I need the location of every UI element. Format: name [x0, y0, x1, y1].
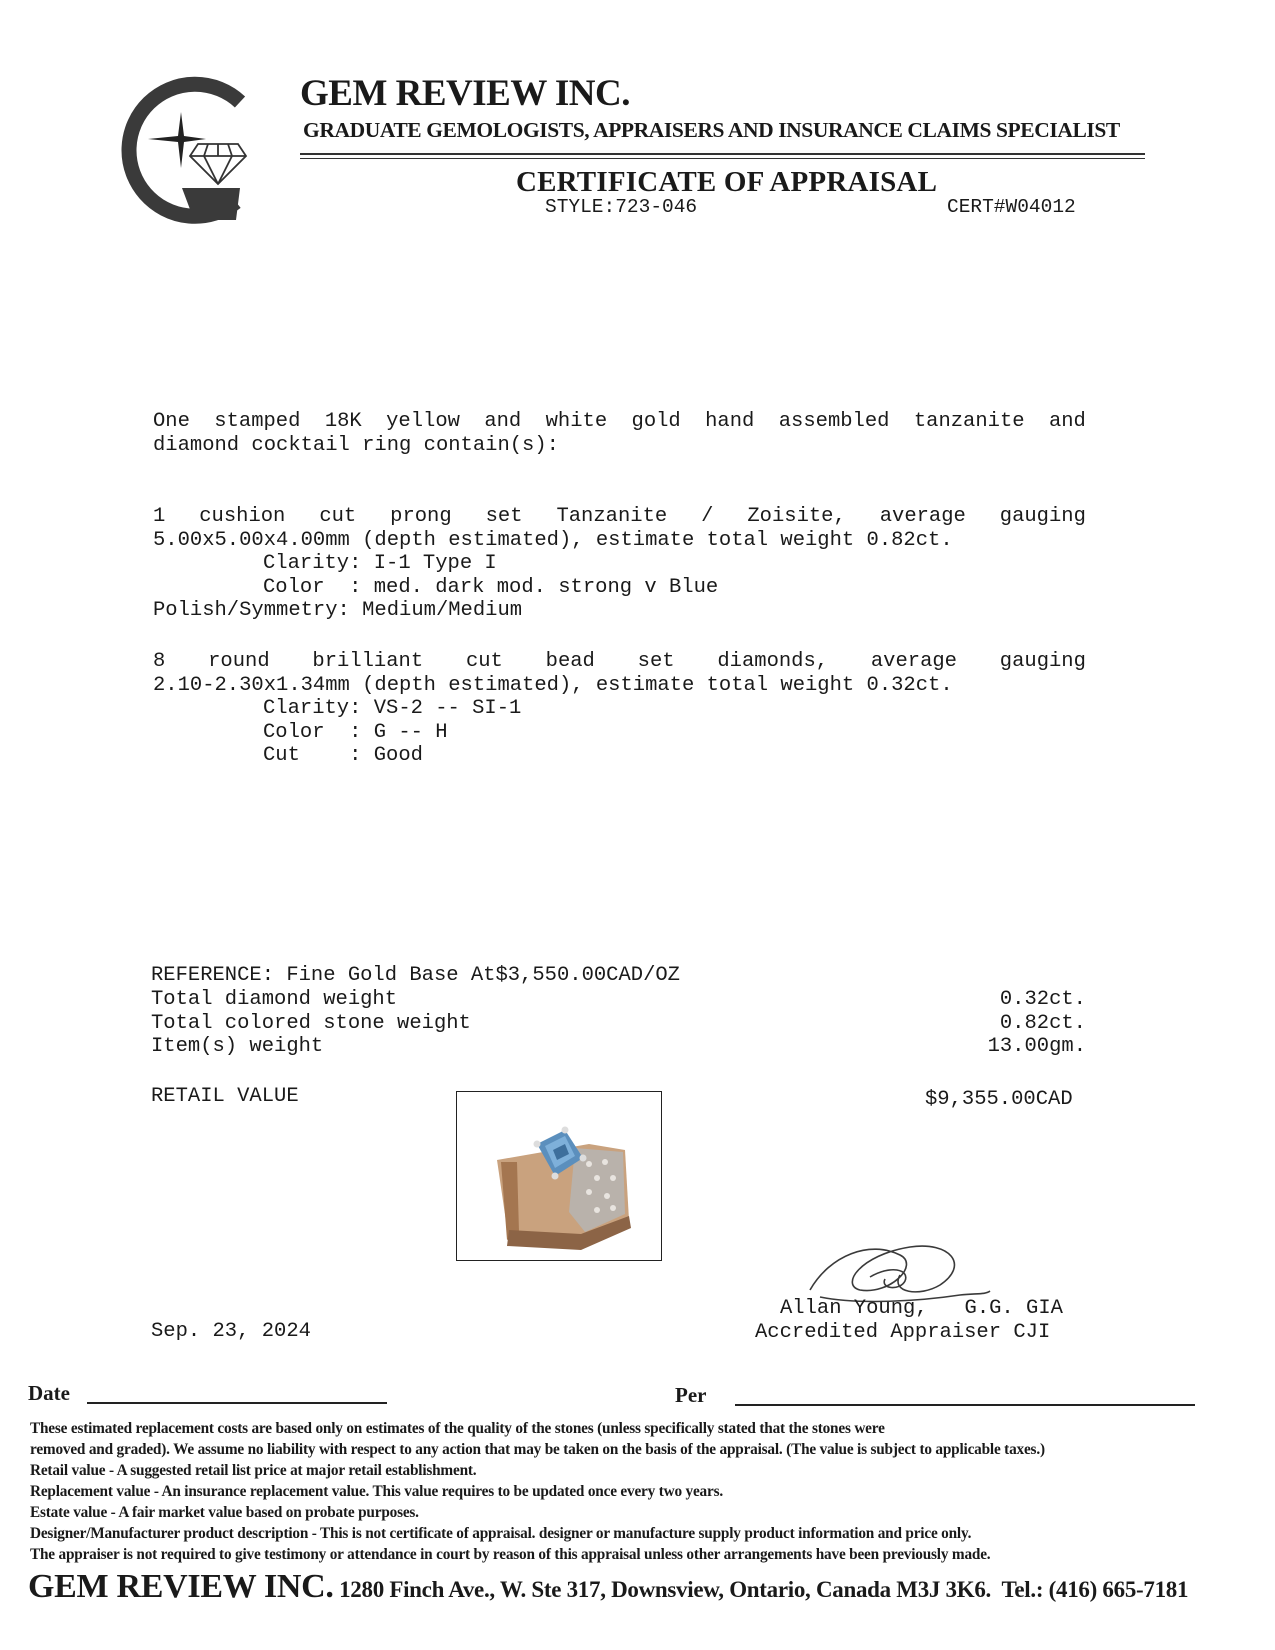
diamond-details — [153, 650, 1086, 768]
word: prong — [390, 505, 452, 528]
ring-photo — [456, 1091, 662, 1261]
footer-address-block — [28, 1568, 1188, 1606]
word: gauging — [999, 505, 1086, 528]
diamond-clarity: Clarity: VS-2 -- SI-1 — [263, 697, 522, 720]
disclaimer-line: Designer/Manufacturer product description - This is not certificate of appraisal. designer or manufacture supply product information and price only. — [30, 1525, 972, 1542]
summary-value: 0.32ct. — [999, 988, 1086, 1011]
summary-label: Total colored stone weight — [151, 1011, 471, 1035]
summary-row — [151, 1012, 1086, 1036]
appraiser-title: Accredited Appraiser CJI — [755, 1321, 1051, 1344]
word: brilliant — [312, 650, 424, 673]
word: set — [485, 505, 523, 528]
word: Zoisite, — [747, 505, 846, 528]
reference-line: REFERENCE: Fine Gold Base At$3,550.00CAD/OZ — [151, 964, 680, 987]
word: set — [637, 650, 675, 673]
word: 8 — [153, 650, 166, 673]
company-logo — [108, 70, 250, 225]
word: and — [1048, 410, 1086, 433]
word: cut — [465, 650, 503, 673]
summary-value: 0.82ct. — [999, 1011, 1086, 1035]
diamond-line-1 — [153, 650, 1086, 674]
tanzanite-dimensions: 5.00x5.00x4.00mm (depth estimated), estimate total weight 0.82ct. — [153, 528, 953, 552]
date-line — [87, 1402, 387, 1404]
appraiser-name: Allan Young, G.G. GIA — [780, 1297, 1063, 1320]
company-tagline: GRADUATE GEMOLOGISTS, APPRAISERS AND INSURANCE CLAIMS SPECIALIST — [303, 118, 1120, 142]
diamond-dimensions: 2.10-2.30x1.34mm (depth estimated), estimate total weight 0.32ct. — [153, 673, 953, 697]
tanzanite-polish: Polish/Symmetry: Medium/Medium — [153, 599, 523, 622]
word: yellow — [386, 410, 460, 433]
retail-value-label: RETAIL VALUE — [151, 1085, 299, 1108]
disclaimer — [30, 1418, 1045, 1565]
disclaimer-line: Retail value - A suggested retail list price at major retail establishment. — [30, 1462, 477, 1479]
word: Tanzanite — [556, 505, 668, 528]
disclaimer-line: removed and graded). We assume no liability with respect to any action that may be taken on the basis of the appraisal. (The value is subject to applicable taxes.) — [30, 1441, 1045, 1458]
word: One — [153, 410, 190, 433]
summary-label: Item(s) weight — [151, 1035, 324, 1058]
header-rule-thin — [300, 158, 1145, 159]
appraisal-date: Sep. 23, 2024 — [151, 1320, 311, 1343]
word: stamped — [214, 410, 301, 433]
company-name: GEM REVIEW INC. — [300, 73, 630, 114]
style-number: STYLE:723-046 — [545, 196, 698, 218]
diamond-color: Color : G -- H — [263, 720, 448, 744]
date-label: Date — [28, 1381, 70, 1405]
disclaimer-line: The appraiser is not required to give testimony or attendance in court by reason of this appraisal unless other arrangements have been previously made. — [30, 1546, 991, 1563]
word: gold — [631, 410, 681, 433]
word: 18K — [324, 410, 362, 433]
tanzanite-line-1 — [153, 505, 1086, 529]
tanzanite-clarity: Clarity: I-1 Type I — [263, 552, 497, 575]
summary-label: Total diamond weight — [151, 988, 398, 1011]
summary-value: 13.00gm. — [987, 1035, 1086, 1058]
word: white — [545, 410, 608, 433]
word: / — [701, 505, 714, 528]
certificate-number: CERT#W04012 — [947, 196, 1076, 218]
word: average — [870, 650, 957, 673]
diamond-cut: Cut : Good — [263, 744, 423, 767]
tanzanite-details — [153, 505, 1086, 623]
certificate-title: CERTIFICATE OF APPRAISAL — [516, 166, 938, 198]
word: cushion — [199, 505, 286, 528]
word: and — [484, 410, 522, 433]
summary-row — [151, 1035, 1086, 1059]
word: hand — [705, 410, 755, 433]
description-line-2: diamond cocktail ring contain(s): — [153, 433, 559, 457]
description-line-1 — [153, 410, 1086, 434]
item-description — [153, 410, 1086, 457]
tanzanite-color: Color : med. dark mod. strong v Blue — [263, 575, 719, 599]
disclaimer-line: Replacement value - An insurance replacement value. This value requires to be updated once every two years. — [30, 1483, 723, 1500]
word: gauging — [999, 650, 1086, 673]
per-line — [735, 1404, 1195, 1406]
per-label: Per — [675, 1383, 707, 1407]
word: round — [208, 650, 270, 673]
word: average — [879, 505, 966, 528]
summary-row — [151, 988, 1086, 1012]
retail-value-amount: $9,355.00CAD — [925, 1088, 1073, 1111]
footer-company-name: GEM REVIEW INC. — [28, 1568, 334, 1605]
word: tanzanite — [913, 410, 1025, 433]
summary-table — [151, 988, 1086, 1059]
disclaimer-line: Estate value - A fair market value based on probate purposes. — [30, 1504, 419, 1521]
word: cut — [319, 505, 357, 528]
word: assembled — [778, 410, 890, 433]
footer-address: 1280 Finch Ave., W. Ste 317, Downsview, Ontario, Canada M3J 3K6. Tel.: (416) 665-7181 — [333, 1577, 1189, 1602]
word: diamonds, — [717, 650, 829, 673]
word: bead — [545, 650, 595, 673]
word: 1 — [153, 505, 166, 528]
disclaimer-line: These estimated replacement costs are based only on estimates of the quality of the stones (unless specifically stated that the stones were — [30, 1420, 885, 1437]
header-rule — [300, 153, 1145, 155]
